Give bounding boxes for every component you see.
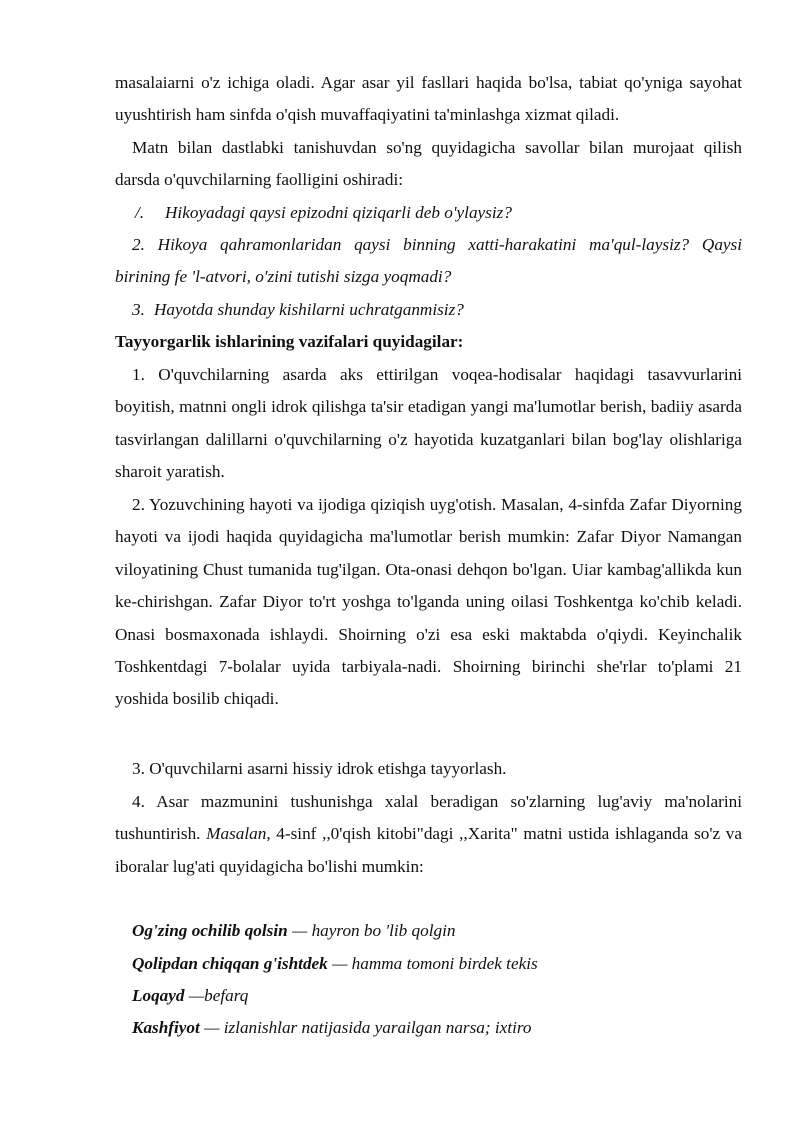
glossary-term: Loqayd [132,986,185,1005]
task-4 [115,786,742,883]
task-2 [115,489,742,716]
glossary-definition: hayron bo 'lib qolgin [311,921,456,940]
glossary-item [132,948,759,980]
question-3 [132,294,759,326]
glossary-separator: — [327,954,352,973]
paragraph-intro [115,67,742,132]
task-example-label: Masalan, [206,824,271,844]
question-number: 3. [132,300,145,319]
question-text: Hikoya qahramonlaridan qaysi binning xatti-harakatini ma'qul-laysiz? Qaysi birining fe 'l-atvori, o'zini tutishi sizga yoqmadi? [115,235,742,287]
paragraph-text: masalaiarni o'z ichiga oladi. Agar asar yil fasllari haqida bo'lsa, tabiat qo'yniga sayohat uyushtirish ham sinfda o'qish muvaffaqiyatini ta'minlashga xizmat qiladi. [115,73,742,125]
task-number: 1. [132,365,145,384]
question-number: /. [135,203,145,222]
question-1 [135,197,762,229]
task-text-continued: 4-sinf ,,0'qish kitobi"dagi ,,Xarita" matni ustida ishlaganda so'z va iboralar lug'ati quyidagicha bo'lishi mumkin: [115,824,743,876]
glossary-item [132,915,759,947]
glossary-definition: hamma tomoni birdek tekis [351,954,538,973]
task-text: O'quvchilarni asarni hissiy idrok etishga tayyorlash. [149,759,507,778]
paragraph-questions-intro [115,132,742,197]
glossary-term: Og'zing ochilib qolsin [132,921,288,940]
question-number: 2. [132,235,145,254]
task-number: 2. [132,495,145,514]
section-heading: Tayyorgarlik ishlarining vazifalari quyidagilar: [115,332,464,351]
task-text: Yozuvchining hayoti va ijodiga qiziqish uyg'otish. Masalan, 4-sinfda Zafar Diyorning hayoti va ijodi haqida quyidagicha ma'lumotlar berish mumkin: Zafar Diyor Namangan viloyatining Chust tumanida tug'ilgan. Ota-onasi dehqon bo'lgan. Uiar kambag'allikda kun ke-chirishgan. Zafar Diyor to'rt yoshga to'lganda uning oilasi Toshkentga ko'chib keladi. Onasi bosmaxonada ishlaydi. Shoirning o'zi esa eski maktabda o'qiydi. Keyinchalik Toshkentdagi 7-bolalar uyida tarbiyala-nadi. Shoirning birinchi she'rlar to'plami 21 yoshida bosilib chiqadi. [115,495,742,709]
glossary-item [132,1012,759,1044]
glossary-definition: izlanishlar natijasida yarailgan narsa; ixtiro [223,1018,532,1037]
glossary-term: Qolipdan chiqqan g'ishtdek [132,954,328,973]
glossary-definition: befarq [204,986,249,1005]
question-2 [115,229,742,294]
task-number: 4. [132,792,145,811]
glossary-term: Kashfiyot [132,1018,200,1037]
task-1 [115,359,742,489]
glossary-separator: — [287,921,312,940]
task-3 [132,753,759,785]
question-text: Hayotda shunday kishilarni uchratganmisiz? [154,300,464,319]
question-text: Hikoyadagi qaysi epizodni qiziqarli deb o'ylaysiz? [165,203,512,222]
task-text: Asar mazmunini tushunishga xalal beradigan so'zlarning lug'aviy ma'nolarini tushuntirish. [115,792,742,844]
glossary-separator: — [199,1018,224,1037]
task-text: O'quvchilarning asarda aks ettirilgan voqea-hodisalar haqidagi tasavvurlarini boyitish, matnni ongli idrok qilishga ta'sir etadigan yangi ma'lumotlar berish, badiiy asarda tasvirlangan dalillarni o'quvchilarning o'z hayotida kuzatganlari bilan bog'lay olishlariga sharoit yaratish. [115,365,742,482]
paragraph-text: Matn bilan dastlabki tanishuvdan so'ng quyidagicha savollar bilan murojaat qilish darsda o'quvchilarning faolligini oshiradi: [115,138,742,190]
task-number: 3. [132,759,145,778]
glossary-separator: — [184,986,205,1005]
glossary-item [132,980,759,1012]
